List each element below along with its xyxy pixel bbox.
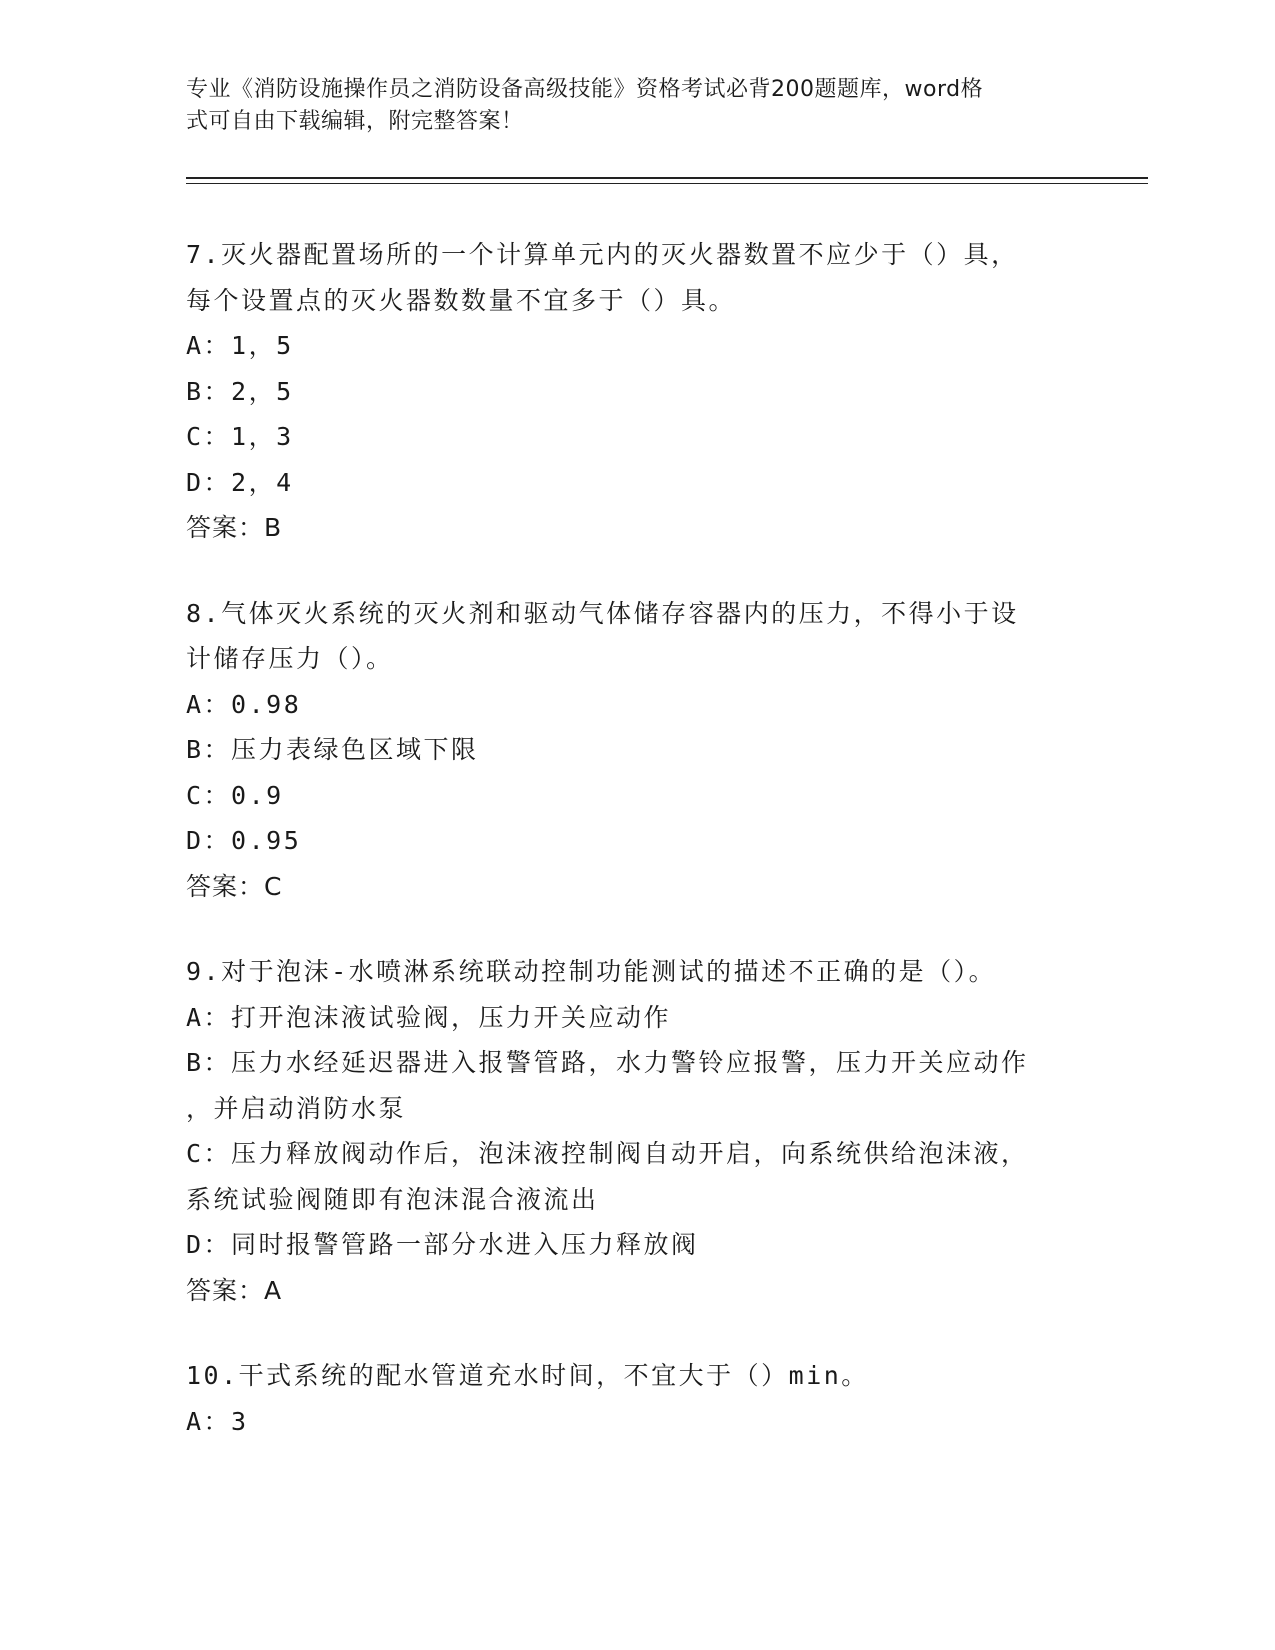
option-a: A：打开泡沫液试验阀，压力开关应动作 bbox=[186, 1002, 672, 1032]
answer-label: 答案：B bbox=[186, 513, 283, 542]
question-10 bbox=[186, 1353, 1086, 1444]
question-stem-line: 7.灭火器配置场所的一个计算单元内的灭火器数置不应少于（）具， bbox=[186, 240, 1019, 269]
question-8 bbox=[186, 591, 1086, 910]
option-a: A：0.98 bbox=[186, 689, 302, 719]
question-stem-line: 每个设置点的灭火器数数量不宜多于（）具。 bbox=[186, 285, 737, 315]
header-divider-thick bbox=[186, 177, 1148, 179]
question-7 bbox=[186, 232, 1086, 551]
option-c: C：压力释放阀动作后，泡沫液控制阀自动开启，向系统供给泡沫液， bbox=[186, 1139, 1029, 1168]
option-b: B：压力水经延迟器进入报警管路，水力警铃应报警，压力开关应动作 bbox=[186, 1048, 1029, 1077]
header-divider-thin bbox=[186, 183, 1148, 184]
question-stem-line: 10.干式系统的配水管道充水时间，不宜大于（）min。 bbox=[186, 1361, 869, 1390]
question-stem-line: 8.气体灭火系统的灭火剂和驱动气体储存容器内的压力，不得小于设 bbox=[186, 598, 1019, 628]
option-b: B：2，5 bbox=[186, 376, 294, 406]
question-9 bbox=[186, 949, 1086, 1313]
answer-label: 答案：C bbox=[186, 871, 283, 901]
option-d: D：0.95 bbox=[186, 826, 302, 855]
option-c-continued: 系统试验阀随即有泡沫混合液流出 bbox=[186, 1184, 599, 1214]
header-line-1: 专业《消防设施操作员之消防设备高级技能》资格考试必背200题题库，word格 bbox=[186, 77, 984, 102]
option-c: C：1，3 bbox=[186, 422, 294, 451]
document-header bbox=[186, 74, 1066, 138]
option-a: A：1，5 bbox=[186, 331, 294, 360]
question-list bbox=[186, 232, 1086, 1484]
question-stem-line: 计储存压力（）。 bbox=[186, 644, 394, 673]
option-d: D：2，4 bbox=[186, 467, 294, 497]
option-d: D：同时报警管路一部分水进入压力释放阀 bbox=[186, 1230, 699, 1259]
option-b: B：压力表绿色区域下限 bbox=[186, 735, 479, 764]
option-b-continued: ，并启动消防水泵 bbox=[186, 1093, 407, 1123]
question-stem-line: 9.对于泡沫-水喷淋系统联动控制功能测试的描述不正确的是（）。 bbox=[186, 957, 997, 986]
option-a: A：3 bbox=[186, 1406, 249, 1436]
answer-label: 答案：A bbox=[186, 1275, 283, 1305]
option-c: C：0.9 bbox=[186, 780, 284, 810]
header-line-2: 式可自由下载编辑，附完整答案！ bbox=[186, 109, 524, 134]
